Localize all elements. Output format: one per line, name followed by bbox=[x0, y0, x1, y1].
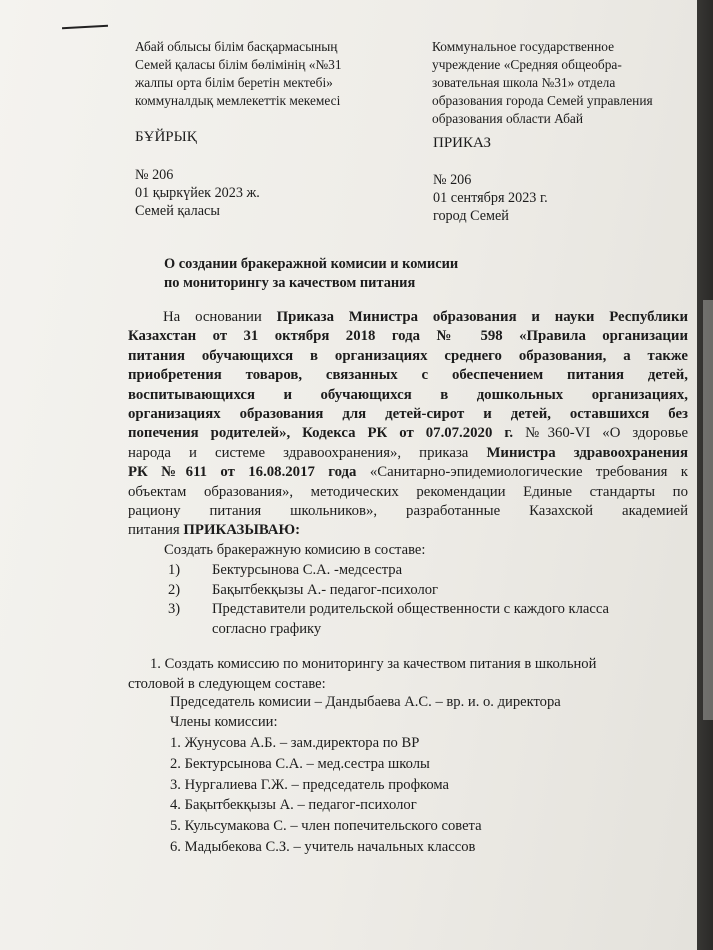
list-item: 1. Жунусова А.Б. – зам.директора по ВР bbox=[170, 735, 420, 751]
list-text: Бектурсынова С.А. -медсестра bbox=[212, 562, 403, 578]
paragraph-line bbox=[128, 327, 688, 346]
paragraph-line bbox=[128, 463, 688, 482]
brakerazh-intro: Создать бракеражную комисию в составе: bbox=[164, 542, 426, 558]
list-item bbox=[168, 561, 609, 581]
kazakh-org-line: Семей қаласы білім бөлімінің «№31 bbox=[135, 57, 342, 72]
bold-text-run: ПРИКАЗЫВАЮ: bbox=[183, 522, 301, 539]
preamble-paragraph bbox=[128, 308, 688, 541]
paragraph-line bbox=[128, 405, 688, 424]
bold-text-run: попечения родителей», Кодекса РК от 07.07.2020 г. bbox=[128, 425, 514, 442]
russian-org-line: образования области Абай bbox=[432, 111, 584, 126]
paragraph-line bbox=[128, 483, 688, 502]
bold-text-run: Казахстан от 31 октября 2018 года № 598 «Правила организации bbox=[128, 328, 688, 345]
document-title bbox=[164, 255, 458, 293]
list-text: Бақытбекқызы А.- педагог-психолог bbox=[212, 581, 439, 598]
russian-doc-number: № 206 bbox=[433, 172, 472, 188]
text-run: народа и системе здравоохранения», приказа bbox=[128, 444, 487, 461]
russian-doc-city: город Семей bbox=[433, 208, 509, 224]
russian-org-line: учреждение «Средняя общеобра- bbox=[432, 57, 622, 72]
kazakh-org-header bbox=[135, 38, 342, 110]
russian-org-line: образования города Семей управления bbox=[432, 93, 653, 108]
monitoring-line-1: 1. Создать комиссию по мониторингу за качеством питания в школьной bbox=[150, 656, 597, 672]
russian-doc-meta bbox=[433, 171, 548, 225]
list-item: 4. Бақытбекқызы А. – педагог-психолог bbox=[170, 797, 417, 814]
list-text: Представители родительской общественности с каждого класса bbox=[212, 601, 609, 618]
list-item: 6. Мадыбекова С.З. – учитель начальных классов bbox=[170, 838, 476, 855]
title-line: О создании бракеражной комисии и комисии bbox=[164, 256, 459, 272]
kazakh-doc-type: БҰЙРЫҚ bbox=[135, 129, 197, 145]
russian-org-line: Коммунальное государственное bbox=[432, 39, 615, 54]
text-run: рациону питания школьников», разработанные Казахской академией bbox=[128, 503, 688, 520]
bold-text-run: Министра здравоохранения bbox=[486, 444, 689, 461]
kazakh-doc-number: № 206 bbox=[135, 167, 174, 183]
monitoring-members bbox=[170, 733, 482, 858]
paragraph-line bbox=[128, 386, 688, 405]
kazakh-doc-city: Семей қаласы bbox=[135, 203, 220, 219]
kazakh-org-line: коммуналдық мемлекеттік мекемесі bbox=[135, 93, 341, 108]
bold-text-run: питания обучающихся в организациях среднего образования, а также bbox=[128, 347, 688, 364]
monitoring-chair: Председатель комисии – Дандыбаева А.С. – вр. и. о. директора bbox=[170, 694, 561, 710]
monitoring-members-label: Члены комиссии: bbox=[170, 714, 278, 730]
paragraph-line bbox=[128, 502, 688, 521]
russian-doc-date: 01 сентября 2023 г. bbox=[433, 190, 548, 206]
list-number: 1) bbox=[168, 562, 181, 578]
list-item: 3. Нургалиева Г.Ж. – председатель профкома bbox=[170, 776, 450, 793]
russian-org-line: зовательная школа №31» отдела bbox=[432, 75, 616, 90]
kazakh-org-line: жалпы орта білім беретін мектебі» bbox=[135, 75, 333, 90]
list-number: 2) bbox=[168, 581, 181, 598]
paragraph-line bbox=[128, 521, 688, 540]
bold-text-run: Приказа Министра образования и науки Республики bbox=[276, 309, 688, 325]
monitoring-line-2: столовой в следующем составе: bbox=[128, 676, 326, 692]
bold-text-run: РК №611 от 16.08.2017 года bbox=[128, 464, 357, 481]
paragraph-line bbox=[128, 424, 688, 443]
russian-doc-type: ПРИКАЗ bbox=[433, 135, 491, 151]
russian-org-header bbox=[432, 38, 653, 128]
bold-text-run: организациях образования для детей-сирот и детей, оставшихся без bbox=[128, 406, 688, 423]
bold-text-run: приобретения товаров, связанных с обеспечением питания детей, bbox=[128, 367, 688, 384]
brakerazh-members bbox=[168, 561, 609, 639]
paragraph-line bbox=[128, 366, 688, 385]
text-run: «Санитарно-эпидемиологические требования к bbox=[356, 464, 688, 481]
list-item: 5. Кульсумакова С. – член попечительского совета bbox=[170, 818, 482, 835]
title-line: по мониторингу за качеством питания bbox=[164, 275, 416, 291]
list-text: согласно графику bbox=[212, 620, 322, 637]
paragraph-line bbox=[128, 308, 688, 327]
text-run: объектам образования», методических рекомендации Единые стандарты по bbox=[128, 483, 688, 500]
list-item bbox=[168, 620, 609, 640]
text-run: №360-VI «О здоровье bbox=[513, 425, 689, 442]
list-number: 3) bbox=[168, 601, 181, 618]
kazakh-doc-meta bbox=[135, 166, 260, 220]
text-run: питания bbox=[128, 522, 184, 539]
kazakh-doc-date: 01 қыркүйек 2023 ж. bbox=[135, 185, 260, 201]
paragraph-line bbox=[128, 347, 688, 366]
list-item bbox=[168, 581, 609, 601]
bold-text-run: воспитывающихся и обучающихся в дошкольных организациях, bbox=[128, 386, 688, 403]
pen-mark bbox=[62, 25, 108, 29]
paragraph-line bbox=[128, 444, 688, 463]
list-item bbox=[168, 600, 609, 620]
list-item: 2. Бектурсынова С.А. – мед.сестра школы bbox=[170, 755, 430, 772]
text-run: На основании bbox=[163, 309, 277, 325]
kazakh-org-line: Абай облысы білім басқармасының bbox=[135, 39, 338, 54]
background-paper-edge bbox=[703, 300, 713, 720]
